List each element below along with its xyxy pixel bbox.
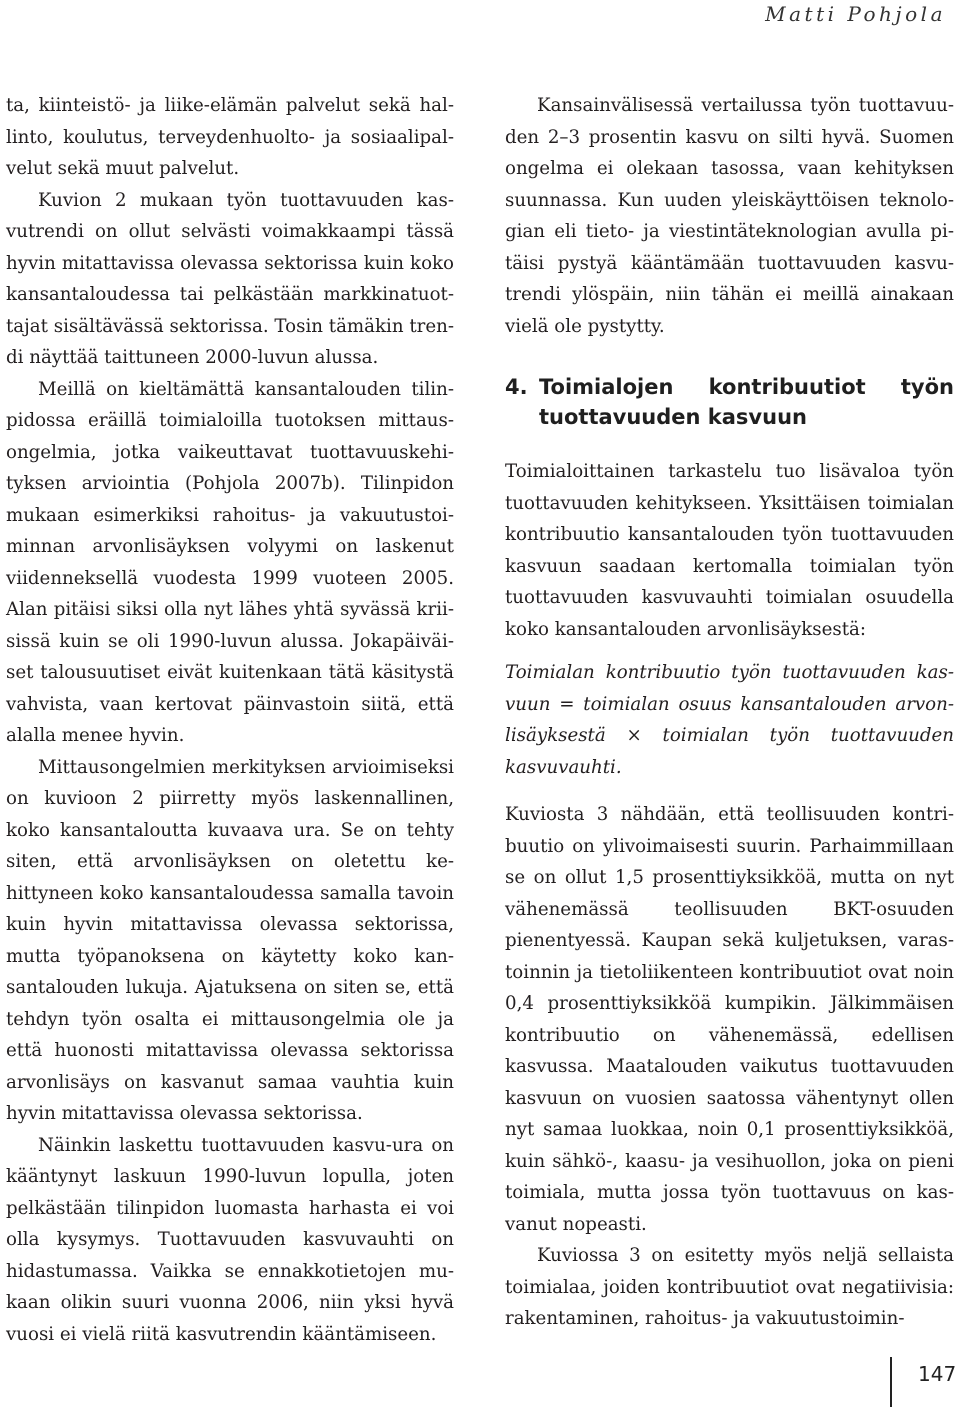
body-paragraph: Meillä on kieltämättä kansantalouden tilinpidossa eräillä toimialoilla tuotoksen mittausongelmia, jotka vaikeuttavat tuottavuuskehityksen arviointia (Pohjola 2007b). Tilinpidon mukaan esimerkiksi rahoitus- ja vakuutustoiminnan arvonlisäyksen volyymi on laskenut viidenneksellä vuodesta 1999 vuoteen 2005. Alan pitäisi siksi olla nyt lähes yhtä syvässä kriisissä kuin se oli 1990-luvun alussa. Jokapäiväiset talousuutiset eivät kuitenkaan tätä käsitystä vahvista, vaan kertovat päinvastoin siitä, että alalla menee hyvin. xyxy=(6,378,454,746)
right-column xyxy=(505,90,954,1335)
body-paragraph: Kuvion 2 mukaan työn tuottavuuden kasvutrendi on ollut selvästi voimakkaampi tässä hyvin mitattavissa olevassa sektorissa kuin koko kansantaloudessa tai pelkästään markkinatuottajat sisältävässä sektorissa. Tosin tämäkin trendi näyttää taittuneen 2000-luvun alussa. xyxy=(6,189,454,368)
body-paragraph: Mittausongelmien merkityksen arvioimiseksi on kuvioon 2 piirretty myös laskennallinen, koko kansantaloutta kuvaava ura. Se on tehty siten, että arvonlisäyksen on oletettu kehittyneen koko kansantaloudessa samalla tavoin kuin hyvin mitattavissa olevassa sektorissa, mutta työpanoksena on käytetty koko kansantalouden lukuja. Ajatuksena on siten se, että tehdyn työn osalta ei mittausongelmia ole ja että huonosti mitattavissa olevassa sektorissa arvonlisäys on kasvanut samaa vauhtia kuin hyvin mitattavissa olevassa sektorissa. xyxy=(6,756,454,1124)
left-column xyxy=(6,90,454,1350)
section-number: 4. xyxy=(505,375,528,399)
body-paragraph: Kansainvälisessä vertailussa työn tuottavuuden 2–3 prosentin kasvu on silti hyvä. Suomen ongelma ei olekaan tasossa, vaan kehityksen suunnassa. Kun uuden yleiskäyttöisen teknologian eli tieto- ja viestintäteknologian avulla pitäisi pystyä kääntämään tuottavuuden kasvutrendi ylöspäin, niin tähän ei meillä ainakaan vielä ole pystytty. xyxy=(505,95,954,337)
section-title: Toimialojen kontribuutiot työn tuottavuuden kasvuun xyxy=(539,375,954,429)
body-paragraph: Näinkin laskettu tuottavuuden kasvu-ura on kääntynyt laskuun 1990-luvun lopulla, joten pelkästään tilinpidon luomasta harhasta ei voi olla kysymys. Tuottavuuden kasvuvauhti on hidastumassa. Vaikka se ennakkotietojen mukaan olikin suuri vuonna 2006, niin yksi hyvä vuosi ei vielä riitä kasvutrendin kääntämiseen. xyxy=(6,1134,454,1345)
page-number-rule xyxy=(890,1357,892,1407)
page-number: 147 xyxy=(918,1362,957,1386)
body-paragraph: Kuviossa 3 on esitetty myös neljä sellaista toimialaa, joiden kontribuutiot ovat negatiivisia: rakentaminen, rahoitus- ja vakuutustoimin- xyxy=(505,1245,954,1329)
body-paragraph: Toimialoittainen tarkastelu tuo lisävaloa työn tuottavuuden kehitykseen. Yksittäisen toimialan kontribuutio kansantalouden työn tuottavuuden kasvuun saadaan kertomalla toimialan työn tuottavuuden kasvuvauhti toimialan osuudella koko kansantalouden arvonlisäyksestä: xyxy=(505,461,954,640)
section-heading xyxy=(505,372,954,432)
formula-paragraph: Toimialan kontribuutio työn tuottavuuden kasvuun = toimialan osuus kansantalouden arvonlisäyksestä × toimialan työn tuottavuuden kasvuvauhti. xyxy=(505,662,954,778)
running-head-author: Matti Pohjola xyxy=(765,2,946,26)
body-paragraph: ta, kiinteistö- ja liike-elämän palvelut sekä hallinto, koulutus, terveydenhuolto- ja sosiaalipalvelut sekä muut palvelut. xyxy=(6,95,454,179)
body-paragraph: Kuviosta 3 nähdään, että teollisuuden kontribuutio on ylivoimaisesti suurin. Parhaimmillaan se on ollut 1,5 prosenttiyksikköä, mutta on nyt vähenemässä teollisuuden BKT-osuuden pienentyessä. Kaupan sekä kuljetuksen, varastoinnin ja tietoliikenteen kontribuutiot ovat noin 0,4 prosenttiyksikköä kumpikin. Jälkimmäisen kontribuutio on vähenemässä, edellisen kasvussa. Maatalouden vaikutus tuottavuuden kasvuun on vuosien saatossa vähentynyt ollen nyt samaa luokkaa, noin 0,1 prosenttiyksikköä, kuin sähkö-, kaasu- ja vesihuollon, joka on pieni toimiala, mutta jossa työn tuottavuus on kasvanut nopeasti. xyxy=(505,804,954,1235)
